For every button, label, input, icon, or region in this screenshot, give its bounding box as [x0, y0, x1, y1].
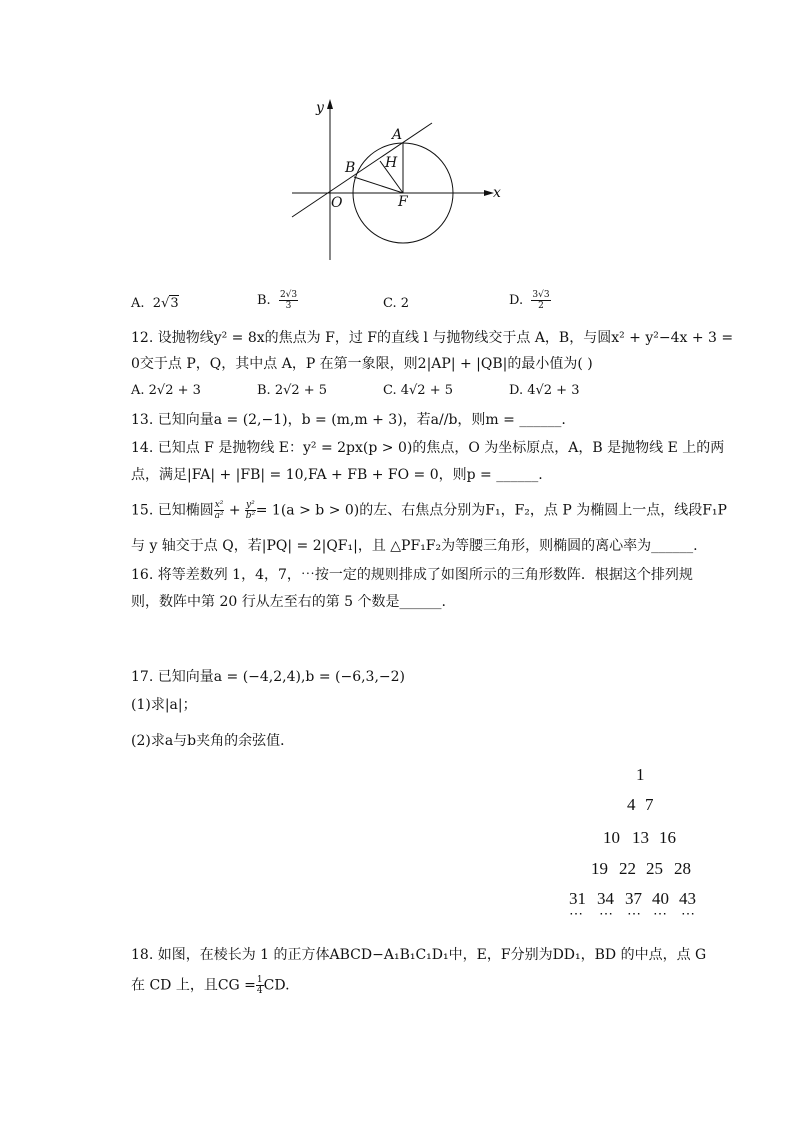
- q12-option-a: A. 2√2 + 3: [131, 383, 201, 398]
- q17-line2: (1)求|a|；: [131, 697, 197, 713]
- triangle-cell: 28: [674, 859, 691, 878]
- triangle-cell: 4: [627, 795, 636, 814]
- q12-line1: 12. 设抛物线y² = 8x的焦点为 F，过 F的直线 l 与抛物线交于点 A，B，与圆x² + y²−4x + 3 =: [131, 330, 734, 346]
- triangle-cell: 16: [659, 828, 676, 847]
- figure-label-o: O: [331, 195, 343, 211]
- figure-label-b: B: [345, 160, 356, 176]
- q16-line1: 16. 将等差数列 1，4，7，⋯按一定的规则排成了如图所示的三角形数阵．根据这个排列规: [131, 567, 693, 583]
- triangle-cell: 13: [632, 828, 649, 847]
- q12-option-b: B. 2√2 + 5: [257, 383, 328, 398]
- triangle-ellipsis: ⋯: [653, 907, 667, 922]
- q17-line3: (2)求a与b夹角的余弦值．: [131, 733, 295, 749]
- figure-label-f: F: [398, 194, 408, 210]
- triangle-ellipsis: ⋯: [681, 907, 695, 922]
- triangle-cell: 10: [603, 828, 620, 847]
- triangle-cell: 22: [619, 859, 636, 878]
- figure-label-y: y: [316, 100, 324, 116]
- geometry-figure: [280, 95, 510, 270]
- triangle-ellipsis: ⋯: [569, 907, 583, 922]
- q15-line1: 15. 已知椭圆 $\frac{\text{x²}}{\text{a²}}$ + $\frac{\text{y²}}{\text{b²}}$ = 1(a > b > 0)的左、右焦点分别为F₁，F₂，点 P 为椭圆上一点，线段F₁P: [131, 500, 727, 521]
- q11-option-c: C. 2: [383, 296, 410, 311]
- triangle-cell: 7: [645, 795, 654, 814]
- figure-label-a: A: [392, 127, 403, 143]
- triangle-cell: 43: [679, 889, 696, 908]
- q15-line2: 与 y 轴交于点 Q，若|PQ| = 2|QF₁|，且 △PF₁F₂为等腰三角形，则椭圆的离心率为______.: [131, 538, 698, 554]
- triangle-cell: 40: [652, 889, 669, 908]
- q11-option-b: B. $\frac{2√3}{3}$: [257, 290, 298, 311]
- q16-line2: 则，数阵中第 20 行从左至右的第 5 个数是______.: [131, 594, 446, 610]
- triangle-ellipsis: ⋯: [599, 907, 613, 922]
- q13-text: 13. 已知向量a = (2,−1)，b = (m,m + 3)，若a//b，则m = ______.: [131, 412, 566, 428]
- q11-option-a: A. 2√3: [131, 296, 179, 311]
- q14-line1: 14. 已知点 F 是抛物线 E：y² = 2px(p > 0)的焦点，O 为坐标原点，A，B 是抛物线 E 上的两: [131, 440, 725, 456]
- triangle-cell: 19: [591, 859, 608, 878]
- triangle-cell: 25: [646, 859, 663, 878]
- q12-option-c: C. 4√2 + 5: [383, 383, 454, 398]
- q12-option-d: D. 4√2 + 3: [509, 383, 580, 398]
- figure-label-x: x: [493, 185, 501, 201]
- triangle-cell: 31: [569, 889, 586, 908]
- triangle-ellipsis: ⋯: [627, 907, 641, 922]
- figure-label-h: H: [385, 155, 398, 171]
- q12-line2: 0交于点 P，Q，其中点 A，P 在第一象限，则2|AP| + |QB|的最小值为( ): [131, 356, 593, 372]
- q17-line1: 17. 已知向量a = (−4,2,4),b = (−6,3,−2): [131, 669, 406, 685]
- triangle-cell: 1: [636, 765, 645, 784]
- triangle-cell: 34: [597, 889, 614, 908]
- q18-line1: 18. 如图，在棱长为 1 的正方体ABCD−A₁B₁C₁D₁中，E，F分别为DD₁，BD 的中点，点 G: [131, 947, 707, 963]
- triangle-cell: 37: [625, 889, 642, 908]
- q14-line2: 点，满足|FA| + |FB| = 10,FA + FB + FO = 0，则p = ______.: [131, 467, 543, 483]
- q18-line2: 在 CD 上，且CG = $\frac{1}{4}$ CD.: [131, 975, 290, 996]
- q11-option-d: D. $\frac{3√3}{2}$: [509, 290, 550, 311]
